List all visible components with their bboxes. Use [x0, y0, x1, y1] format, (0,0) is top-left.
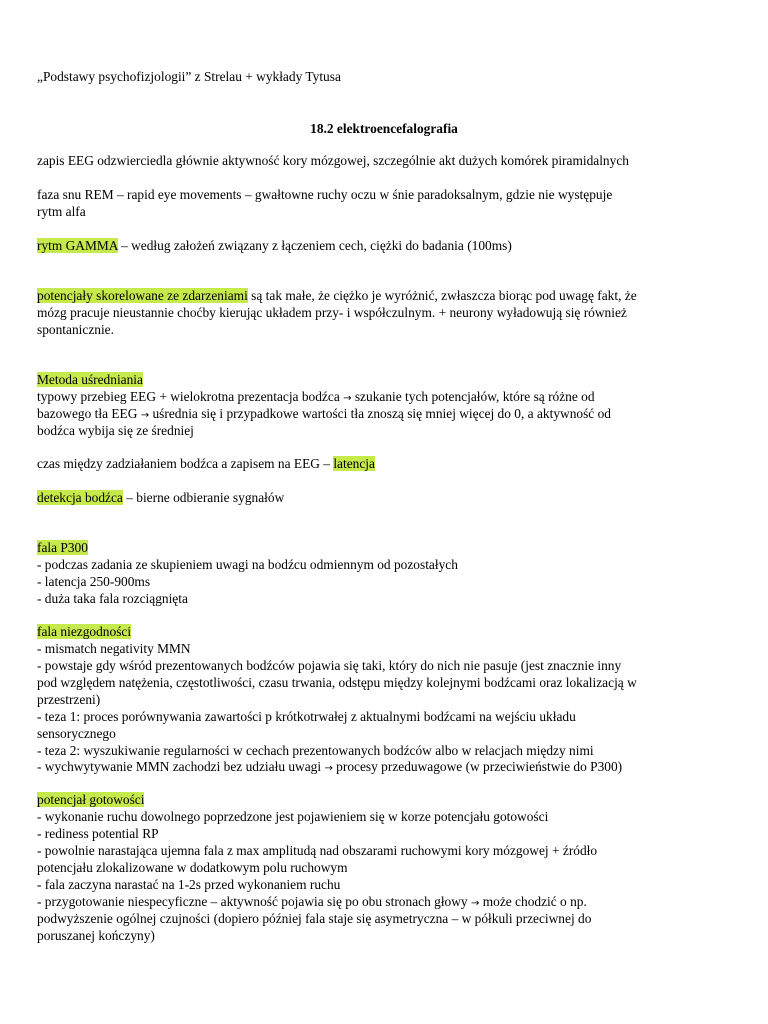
- heading-rp: [37, 791, 144, 808]
- highlight-detection: detekcja bodźca: [37, 490, 123, 505]
- gamma-text: – według założeń związany z łączeniem cech, ciężki do badania (100ms): [117, 238, 512, 253]
- arrow-icon: →: [470, 898, 480, 909]
- method-text-2a: bazowego tła EEG: [37, 406, 141, 421]
- paragraph-erp-line-2: mózg pracuje nieustannie choćby kierując układem przy- i współczulnym. + neurony wyładowują się również: [37, 305, 627, 320]
- list-item-continued: sensorycznego: [37, 726, 116, 741]
- highlight-mmn: fala niezgodności: [37, 624, 132, 639]
- paragraph-detection: [37, 489, 284, 506]
- rp-text-6b: może chodzić o np.: [479, 894, 587, 909]
- paragraph-rem-line-1: faza snu REM – rapid eye movements – gwałtowne ruchy oczu w śnie paradoksalnym, gdzie nie występuje: [37, 187, 613, 202]
- list-item-continued: pod względem natężenia, częstotliwości, czasu trwania, odstępu między kolejnymi bodźcami oraz lokalizacją w: [37, 675, 637, 690]
- highlight-erp: potencjały skorelowane ze zdarzeniami: [37, 288, 248, 303]
- list-item: - teza 1: proces porównywania zawartości p krótkotrwałej z aktualnymi bodźcami na wejściu układu: [37, 709, 576, 724]
- detection-text: – bierne odbieranie sygnałów: [122, 490, 285, 505]
- method-text-1a: typowy przebieg EEG + wielokrotna prezentacja bodźca: [37, 389, 344, 404]
- list-item: - latencja 250-900ms: [37, 574, 151, 589]
- highlight-p300: fala P300: [37, 540, 88, 555]
- list-item: - fala zaczyna narastać na 1-2s przed wykonaniem ruchu: [37, 877, 341, 892]
- paragraph-eeg: zapis EEG odzwierciedla głównie aktywność kory mózgowej, szczególnie akt dużych komórek piramidalnych: [37, 153, 629, 168]
- paragraph-rem-line-2: rytm alfa: [37, 204, 86, 219]
- highlight-gamma: rytm GAMMA: [37, 238, 118, 253]
- heading-mmn: [37, 623, 131, 640]
- highlight-rp: potencjał gotowości: [37, 792, 145, 807]
- method-text-1b: szukanie tych potencjałów, które są różne od: [351, 389, 595, 404]
- section-title: 18.2 elektroencefalografia: [310, 121, 458, 136]
- arrow-icon: →: [324, 763, 333, 774]
- method-line-3: bodźca wybija się ze średniej: [37, 423, 194, 438]
- list-item: - mismatch negativity MMN: [37, 641, 191, 656]
- list-item-continued: podwyższenie ogólnej czujności (dopiero później fala staje się asymetryczna – w półkuli przeciwnej do: [37, 911, 592, 926]
- arrow-icon: →: [140, 410, 150, 421]
- paragraph-erp-line-3: spontanicznie.: [37, 322, 114, 337]
- paragraph-erp-line-1: [37, 287, 637, 304]
- highlight-latency: latencja: [333, 456, 375, 471]
- erp-text: są tak małe, że ciężko je wyróżnić, zwłaszcza biorąc pod uwagę fakt, że: [247, 288, 637, 303]
- list-item-continued: poruszanej kończyny): [37, 928, 155, 943]
- highlight-method: Metoda uśredniania: [37, 372, 143, 387]
- list-item: - powolnie narastająca ujemna fala z max amplitudą nad obszarami ruchowymi kory mózgowej + źródło: [37, 843, 598, 858]
- mmn-text-8b: procesy przeduwagowe (w przeciwieństwie do P300): [332, 759, 623, 774]
- list-item: - teza 2: wyszukiwanie regularności w cechach prezentowanych bodźców albo w relacjach między nimi: [37, 743, 594, 758]
- list-item: - wykonanie ruchu dowolnego poprzedzone jest pojawieniem się w korze potencjału gotowości: [37, 809, 549, 824]
- list-item-continued: potencjału zlokalizowane w dodatkowym polu ruchowym: [37, 860, 348, 875]
- method-text-2b: uśrednia się i przypadkowe wartości tła znoszą się mniej więcej do 0, a aktywność od: [149, 406, 611, 421]
- list-item: - powstaje gdy wśród prezentowanych bodźców pojawia się taki, który do nich nie pasuje (jest znacznie inny: [37, 658, 622, 673]
- paragraph-gamma: [37, 237, 512, 254]
- heading-p300: [37, 539, 88, 556]
- list-item: [37, 758, 622, 777]
- mmn-text-8a: - wychwytywanie MMN zachodzi bez udziału uwagi: [37, 759, 325, 774]
- document-header: „Podstawy psychofizjologii” z Strelau + wykłady Tytusa: [37, 69, 341, 84]
- list-item-continued: przestrzeni): [37, 692, 101, 707]
- heading-method: [37, 371, 143, 388]
- list-item: - duża taka fala rozciągnięta: [37, 591, 188, 606]
- latency-text: czas między zadziałaniem bodźca a zapisem na EEG –: [37, 456, 334, 471]
- list-item: - podczas zadania ze skupieniem uwagi na bodźcu odmiennym od pozostałych: [37, 557, 458, 572]
- list-item: - rediness potential RP: [37, 826, 159, 841]
- paragraph-latency: [37, 455, 375, 472]
- arrow-icon: →: [343, 393, 352, 404]
- rp-text-6a: - przygotowanie niespecyficzne – aktywność pojawia się po obu stronach głowy: [37, 894, 471, 909]
